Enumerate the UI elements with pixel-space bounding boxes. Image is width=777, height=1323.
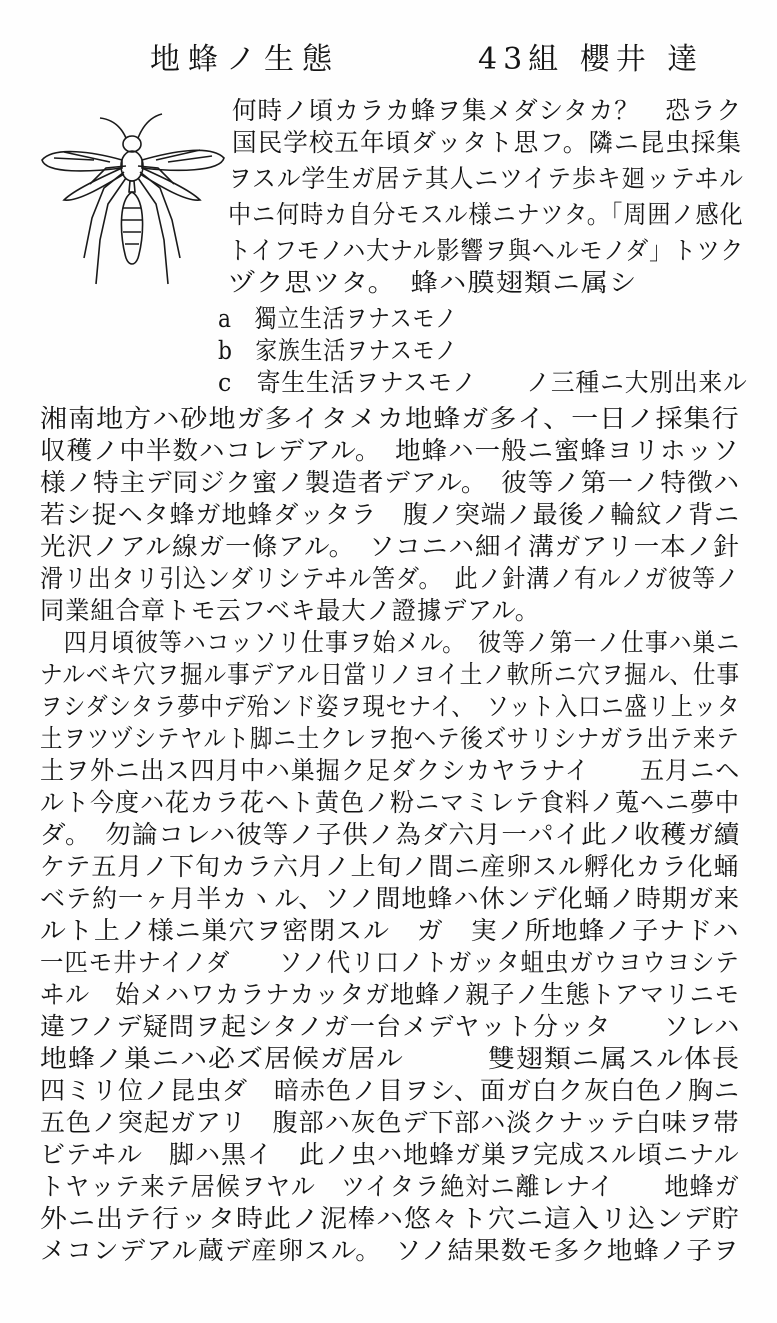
text-line: 四ミリ位ノ昆虫ダ 暗赤色ノ目ヲシ、面ガ白ク灰白色ノ胸ニ (40, 1076, 741, 1105)
text-line: 収穫ノ中半数ハコレデアル。 地蜂ハ一般ニ蜜蜂ヨリホッソ (40, 436, 740, 465)
page-title: 地蜂ノ生態 (150, 42, 340, 77)
text-line: 五色ノ突起ガアリ 腹部ハ灰色デ下部ハ淡クナッテ白味ヲ帯 (40, 1108, 740, 1137)
text-line: 中ニ何時カ自分モスル様ニナツタ。「周囲ノ感化 (228, 200, 744, 229)
text-line: トイフモノハ大ナル影響ヲ與ヘルモノダ」トツク (228, 236, 745, 265)
text-line: 滑リ出タリ引込ンダリシテヰル筈ダ。 此ノ針溝ノ有ルノガ彼等ノ (40, 564, 740, 593)
text-line: 一匹モ井ナイノダ ソノ代リ口ノトガッタ蛆虫ガウヨウヨシテ (40, 948, 740, 977)
text-line: ルト上ノ様ニ巣穴ヲ密閉スル ガ 実ノ所地蜂ノ子ナドハ (40, 916, 740, 945)
text-line: 同業組合章トモ云フベキ最大ノ證據デアル。 (40, 596, 541, 625)
text-line: 光沢ノアル線ガ一條アル。 ソコニハ細イ溝ガアリ一本ノ針 (40, 532, 741, 561)
text-line: 土ヲ外ニ出ス四月中ハ巣掘ク足ダクシカヤラナイ 五月ニヘ (40, 756, 741, 785)
text-line: c 寄生生活ヲナスモノ ノ三種ニ大別出来ル (218, 368, 748, 397)
text-line: 湘南地方ハ砂地ガ多イタメカ地蜂ガ多イ、一日ノ採集行 (40, 404, 740, 433)
text-line: ルト今度ハ花カラ花ヘト黄色ノ粉ニマミレテ食料ノ蒐ヘニ夢中 (40, 788, 741, 817)
text-line: b 家族生活ヲナスモノ (218, 336, 458, 365)
text-line: 外ニ出テ行ッタ時此ノ泥棒ハ悠々ト穴ニ這入リ込ンデ貯 (40, 1204, 741, 1233)
text-line: 地蜂ノ巣ニハ必ズ居候ガ居ル 雙翅類ニ属スル体長 (40, 1044, 741, 1073)
author-line: 43組 櫻井 達 (478, 42, 704, 77)
text-line: 四月頃彼等ハコッソリ仕事ヲ始メル。 彼等ノ第一ノ仕事ハ巣ニ (40, 628, 741, 657)
text-line: a 獨立生活ヲナスモノ (218, 304, 458, 333)
text-line: ヲスル学生ガ居テ其人ニツイテ歩キ廻ッテヰル (228, 164, 745, 193)
text-line: ヅク思ツタ。 蜂ハ膜翅類ニ属シ (228, 268, 638, 297)
text-line: ケテ五月ノ下旬カラ六月ノ上旬ノ間ニ産卵スル孵化カラ化蛹 (40, 852, 740, 881)
text-line: ヰル 始メハワカラナカッタガ地蜂ノ親子ノ生態トアマリニモ (40, 980, 740, 1009)
text-line: ヲシダシタラ夢中デ殆ンド姿ヲ現セナイ、 ソット入口ニ盛リ上ッタ (40, 692, 741, 721)
wasp-drawing-icon (34, 108, 234, 308)
text-line: 若シ捉ヘタ蜂ガ地蜂ダッタラ 腹ノ突端ノ最後ノ輪紋ノ背ニ (40, 500, 741, 529)
text-line: 何時ノ頃カラカ蜂ヲ集メダシタカ？ 恐ラク (232, 96, 743, 125)
text-line: 土ヲツヅシテヤルト脚ニ土クレヲ抱ヘテ後ズサリシナガラ出テ来テ (40, 724, 740, 753)
text-line: ベテ約一ヶ月半カヽル、ソノ間地蜂ハ休ンデ化蛹ノ時期ガ来 (40, 884, 741, 913)
text-line: ダ。 勿論コレハ彼等ノ子供ノ為ダ六月一パイ此ノ收穫ガ續 (40, 820, 741, 849)
text-line: 違フノデ疑問ヲ起シタノガ一台メデヤット分ッタ ソレハ (40, 1012, 741, 1041)
text-line: ビテヰル 脚ハ黒イ 此ノ虫ハ地蜂ガ巣ヲ完成スル頃ニナル (40, 1140, 740, 1169)
text-line: 様ノ特主デ同ジク蜜ノ製造者デアル。 彼等ノ第一ノ特徴ハ (40, 468, 741, 497)
text-line: 国民学校五年頃ダッタト思フ。隣ニ昆虫採集 (232, 128, 743, 157)
text-line: トヤッテ来テ居候ヲヤル ツイタラ絶対ニ離レナイ 地蜂ガ (40, 1172, 740, 1201)
text-line: ナルベキ穴ヲ掘ル事デアル日當リノヨイ土ノ軟所ニ穴ヲ掘ル、仕事 (40, 660, 741, 689)
text-line: メコンデアル蔵デ産卵スル。 ソノ結果数モ多ク地蜂ノ子ヲ (40, 1236, 740, 1265)
